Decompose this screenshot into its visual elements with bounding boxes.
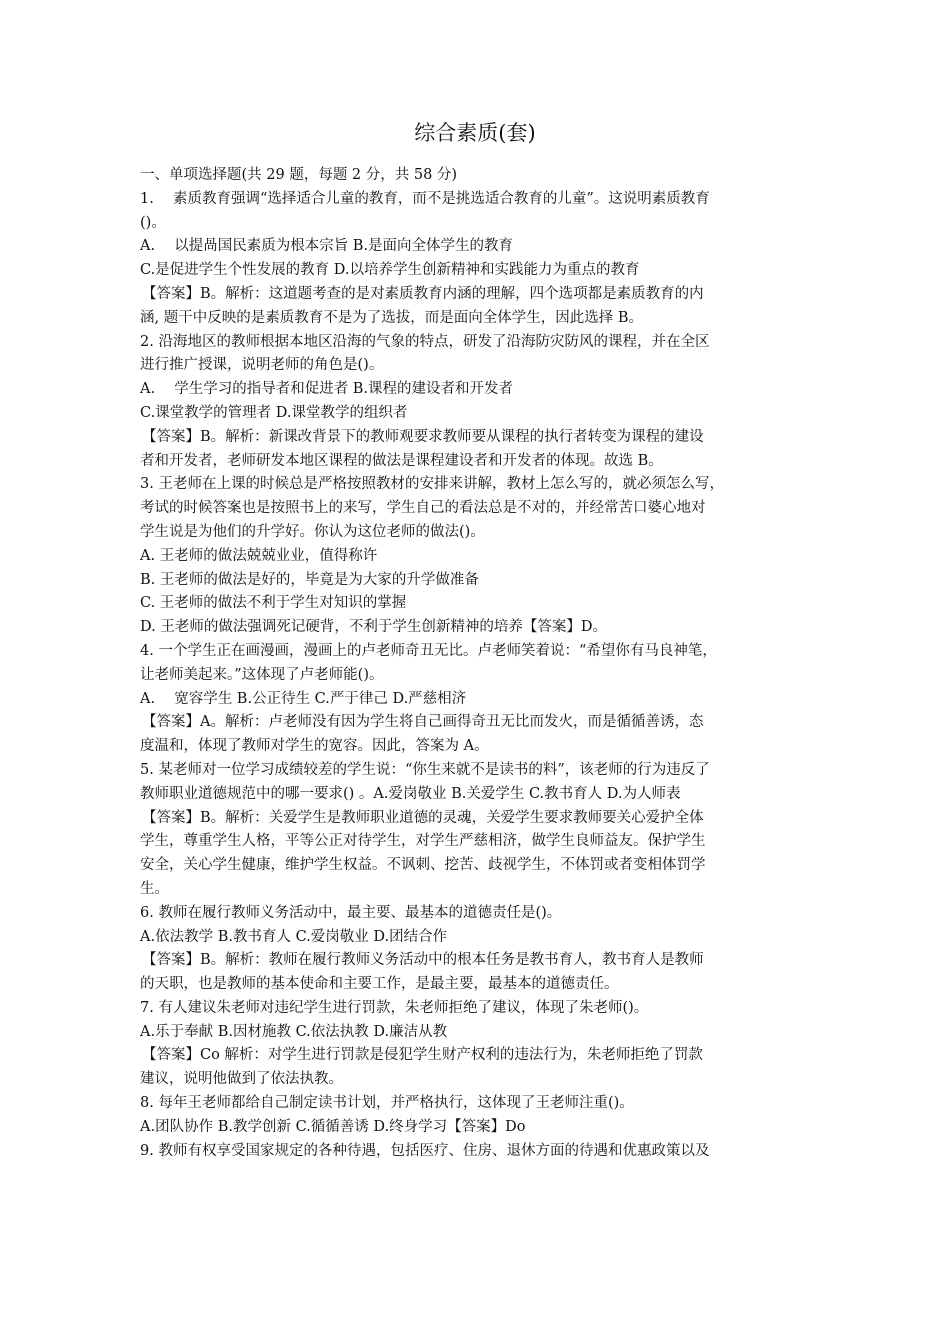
text-line: 让老师美起来。”这体现了卢老师能()。 <box>140 666 384 683</box>
text-line: 5. 某老师对一位学习成绩较差的学生说：“你生来就不是读书的料”，该老师的行为违反了 <box>140 761 710 778</box>
text-line: 考试的时候答案也是按照书上的来写，学生自己的看法总是不对的，并经常苦口婆心地对 <box>140 500 706 517</box>
text-line: 【答案】A。解析：卢老师没有因为学生将自己画得奇丑无比而发火，而是循循善诱，态 <box>142 714 704 731</box>
text-line: 【答案】B。解析：这道题考查的是对素质教育内涵的理解，四个选项都是素质教育的内 <box>142 285 704 302</box>
text-line: 的天职，也是教师的基本使命和主要工作，是最主要，最基本的道德责任。 <box>140 976 619 993</box>
text-line: 学生，尊重学生人格，平等公正对待学生，对学生严慈相济，做学生良师益友。保护学生 <box>140 833 706 850</box>
text-line: 一、单项选择题(共 29 题，每题 2 分，共 58 分) <box>140 167 458 183</box>
text-line: 者和开发者，老师研发本地区课程的做法是课程建设者和开发者的体现。故选 B。 <box>140 452 663 469</box>
text-line: 度温和，体现了教师对学生的宽容。因此，答案为 A。 <box>140 738 489 755</box>
text-line: 2. 沿海地区的教师根据本地区沿海的气象的特点，研发了沿海防灾防风的课程，并在全区 <box>140 333 710 350</box>
text-line: 4. 一个学生正在画漫画，漫画上的卢老师奇丑无比。卢老师笑着说：“希望你有马良神笔， <box>140 642 717 659</box>
text-line: A.团队协作 B.教学创新 C.循循善诱 D.终身学习【答案】Do <box>140 1118 526 1135</box>
text-line: 安全，关心学生健康，维护学生权益。不讽刺、挖苦、歧视学生，不体罚或者变相体罚学 <box>140 857 706 874</box>
text-line: 6. 教师在履行教师义务活动中，最主要、最基本的道德责任是()。 <box>140 904 562 921</box>
text-line: C. 王老师的做法不利于学生对知识的掌握 <box>140 595 407 612</box>
text-line: 【答案】B。解析：教师在履行教师义务活动中的根本任务是教书育人，教书育人是教师 <box>142 952 704 969</box>
text-line: 进行推广授课，说明老师的角色是()。 <box>140 357 384 374</box>
text-line: 生。 <box>140 880 169 897</box>
text-line: 9. 教师有权享受国家规定的各种待遇，包括医疗、住房、退休方面的待遇和优惠政策以及 <box>140 1142 710 1159</box>
text-line: C.课堂教学的管理者 D.课堂教学的组织者 <box>140 404 408 421</box>
text-line: C.是促进学生个性发展的教育 D.以培养学生创新精神和实践能力为重点的教育 <box>140 262 640 279</box>
text-line: A. 学生学习的指导者和促进者 B.课程的建设者和开发者 <box>140 381 514 398</box>
text-line: 8. 每年王老师都给自己制定读书计划，并严格执行，这体现了王老师注重()。 <box>140 1095 634 1112</box>
text-line: B. 王老师的做法是好的，毕竟是为大家的升学做准备 <box>140 571 479 588</box>
text-line: 【答案】Co 解析：对学生进行罚款是侵犯学生财产权利的违法行为，朱老师拒绝了罚款 <box>142 1047 703 1064</box>
text-line: 涵, 题干中反映的是素质教育不是为了选拔，而是面向全体学生，因此选择 B。 <box>140 309 643 326</box>
text-line: 建议，说明他做到了依法执教。 <box>140 1071 343 1088</box>
text-line: ()。 <box>140 214 166 231</box>
text-line: A.依法教学 B.教书育人 C.爱岗敬业 D.团结合作 <box>140 928 448 945</box>
text-line: 教师职业道德规范中的哪一要求() 。A.爱岗敬业 B.关爱学生 C.教书育人 D.为人师表 <box>140 785 681 802</box>
text-line: 3. 王老师在上课的时候总是严格按照教材的安排来讲解，教材上怎么写的，就必须怎么写， <box>140 476 724 493</box>
text-line: A. 王老师的做法兢兢业业，值得称许 <box>140 547 378 564</box>
text-line: 【答案】B。解析：关爱学生是教师职业道德的灵魂，关爱学生要求教师要关心爱护全体 <box>142 809 704 826</box>
text-line: 1. 素质教育强调“选择适合儿童的教育，而不是挑选适合教育的儿童”。这说明素质教育 <box>140 190 710 207</box>
text-line: 7. 有人建议朱老师对违纪学生进行罚款，朱老师拒绝了建议，体现了朱老师()。 <box>140 999 649 1016</box>
text-line: A. 以提咼国民素质为根本宗旨 B.是面向全体学生的教育 <box>140 238 514 255</box>
text-line: A. 宽容学生 B.公正待生 C.严于律己 D.严慈相济 <box>140 690 467 707</box>
text-line: A.乐于奉献 B.因材施教 C.依法执教 D.廉洁从教 <box>140 1023 448 1040</box>
text-line: 学生说是为他们的升学好。你认为这位老师的做法()。 <box>140 523 485 540</box>
document-body <box>140 164 820 1163</box>
text-line: 【答案】B。解析：新课改背景下的教师观要求教师要从课程的执行者转变为课程的建设 <box>142 428 704 445</box>
document-title: 综合素质(套) <box>414 121 536 145</box>
text-line: D. 王老师的做法强调死记硬背，不利于学生创新精神的培养【答案】D。 <box>140 619 607 636</box>
